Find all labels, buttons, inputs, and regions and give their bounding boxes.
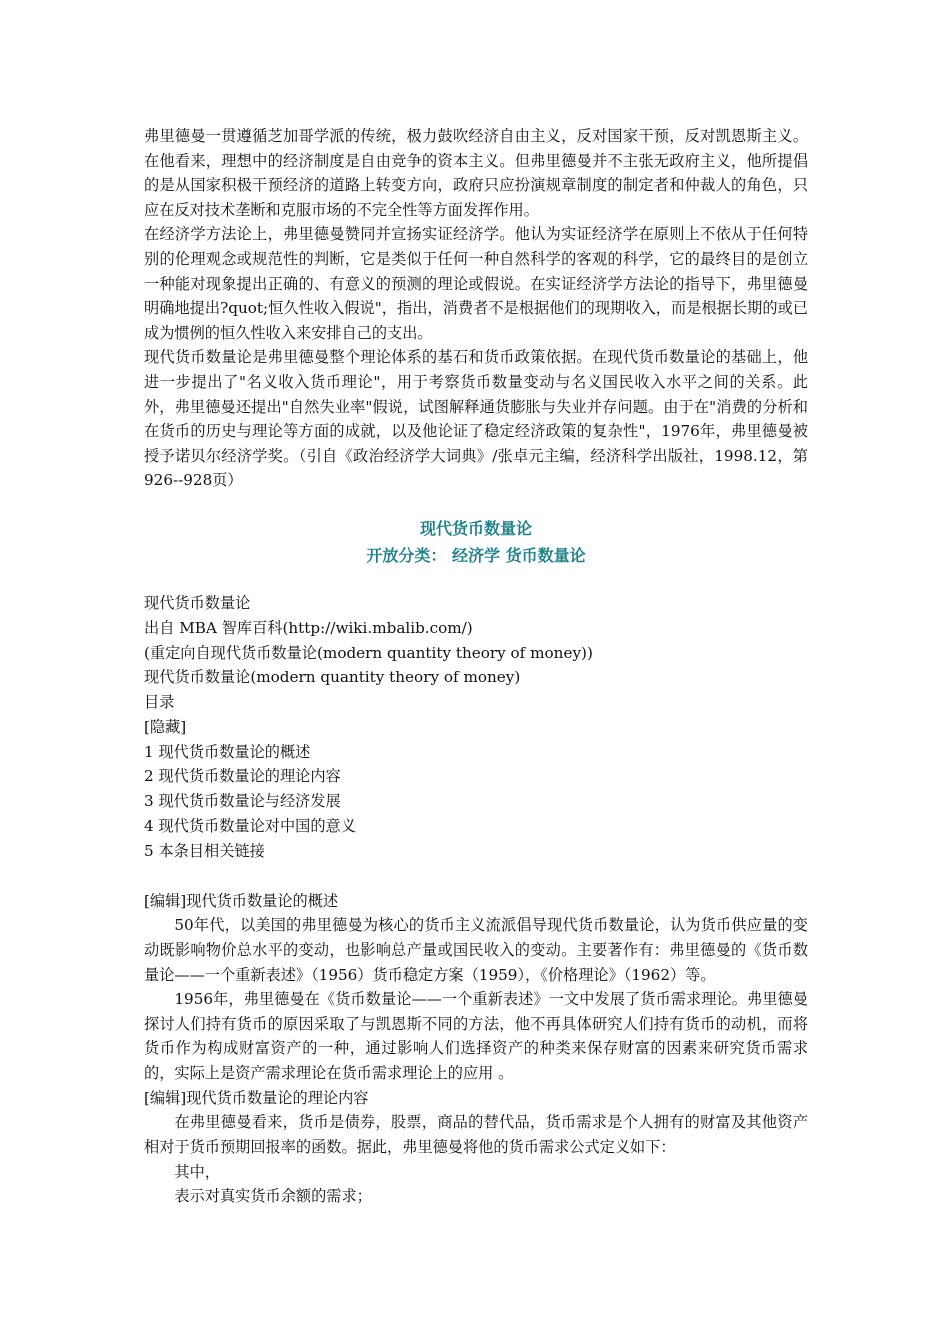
toc-item[interactable]: 1 现代货币数量论的概述 — [144, 742, 311, 761]
article-title: 现代货币数量论 — [419, 518, 532, 538]
toc-item[interactable]: 4 现代货币数量论对中国的意义 — [144, 817, 356, 836]
meta-source: 出自 MBA 智库百科(http://wiki.mbalib.com/) — [144, 618, 473, 637]
toc-label: 目录 — [144, 693, 175, 712]
toc-hide-link[interactable]: [隐藏] — [144, 717, 187, 736]
toc-item[interactable]: 2 现代货币数量论的理论内容 — [144, 767, 341, 786]
toc-item[interactable]: 5 本条目相关链接 — [144, 841, 265, 860]
paragraph-theory-demand: 表示对真实货币余额的需求； — [174, 1187, 372, 1206]
section-heading-overview[interactable]: [编辑]现代货币数量论的概述 — [144, 891, 339, 910]
paragraph-theory-1: 在弗里德曼看来，货币是债券，股票，商品的替代品，货币需求是个人拥有的财富及其他资产相对于货币预期回报率的函数。据此，弗里德曼将他的货币需求公式定义如下： — [144, 1113, 808, 1157]
document-page — [144, 124, 808, 1209]
section-heading-theory[interactable]: [编辑]现代货币数量论的理论内容 — [144, 1088, 369, 1107]
meta-title: 现代货币数量论 — [144, 593, 251, 612]
paragraph-modern-quantity-theory-basis: 现代货币数量论是弗里德曼整个理论体系的基石和货币政策依据。在现代货币数量论的基础上，他进一步提出了"名义收入货币理论"，用于考察货币数量变动与名义国民收入水平之间的关系。此外，弗里德曼还提出"自然失业率"假说，试图解释通货膨胀与失业并存问题。由于在"消费的分析和在货币的历史与理论等方面的成就，以及他论证了稳定经济政策的复杂性"，1976年，弗里德曼被授予诺贝尔经济学奖。（引自《政治经济学大词典》/张卓元主编，经济科学出版社，1998.12，第926--928页） — [144, 348, 808, 490]
paragraph-positive-economics: 在经济学方法论上，弗里德曼赞同并宣扬实证经济学。他认为实证经济学在原则上不依从于任何特别的伦理观念或规范性的判断，它是类似于任何一种自然科学的客观的科学，它的最终目的是创立一种能对现象提出正确的、有意义的预测的理论或假说。在实证经济学方法论的指导下，弗里德曼明确地提出?quot;恒久性收入假说"，指出，消费者不是根据他们的现期收入，而是根据长期的或已成为惯例的恒久性收入来安排自己的支出。 — [144, 225, 808, 342]
paragraph-overview-1: 50年代，以美国的弗里德曼为核心的货币主义流派倡导现代货币数量论，认为货币供应量的变动既影响物价总水平的变动，也影响总产量或国民收入的变动。主要著作有：弗里德曼的《货币数量论——一个重新表述》（1956）货币稳定方案（1959），《价格理论》（1962）等。 — [144, 916, 808, 984]
meta-english-title: 现代货币数量论(modern quantity theory of money) — [144, 668, 521, 687]
meta-redirect: (重定向自现代货币数量论(modern quantity theory of money)) — [144, 643, 593, 662]
article-category: 开放分类： 经济学 货币数量论 — [366, 545, 586, 565]
spacer — [144, 864, 808, 889]
toc-item[interactable]: 3 现代货币数量论与经济发展 — [144, 792, 341, 811]
paragraph-overview-2: 1956年，弗里德曼在《货币数量论——一个重新表述》一文中发展了货币需求理论。弗里德曼探讨人们持有货币的原因采取了与凯恩斯不同的方法，他不再具体研究人们持有货币的动机，而将货币作为构成财富资产的一种，通过影响人们选择资产的种类来保存财富的因素来研究货币需求的，实际上是资产需求理论在货币需求理论上的应用 。 — [144, 990, 808, 1083]
paragraph-friedman-liberalism: 弗里德曼一贯遵循芝加哥学派的传统，极力鼓吹经济自由主义，反对国家干预，反对凯恩斯主义。在他看来，理想中的经济制度是自由竞争的资本主义。但弗里德曼并不主张无政府主义，他所提倡的是从国家积极干预经济的道路上转变方向，政府只应扮演规章制度的制定者和仲裁人的角色，只应在反对技术垄断和克服市场的不完全性等方面发挥作用。 — [144, 127, 808, 219]
paragraph-theory-where: 其中， — [174, 1162, 220, 1181]
article-heading — [144, 515, 808, 569]
